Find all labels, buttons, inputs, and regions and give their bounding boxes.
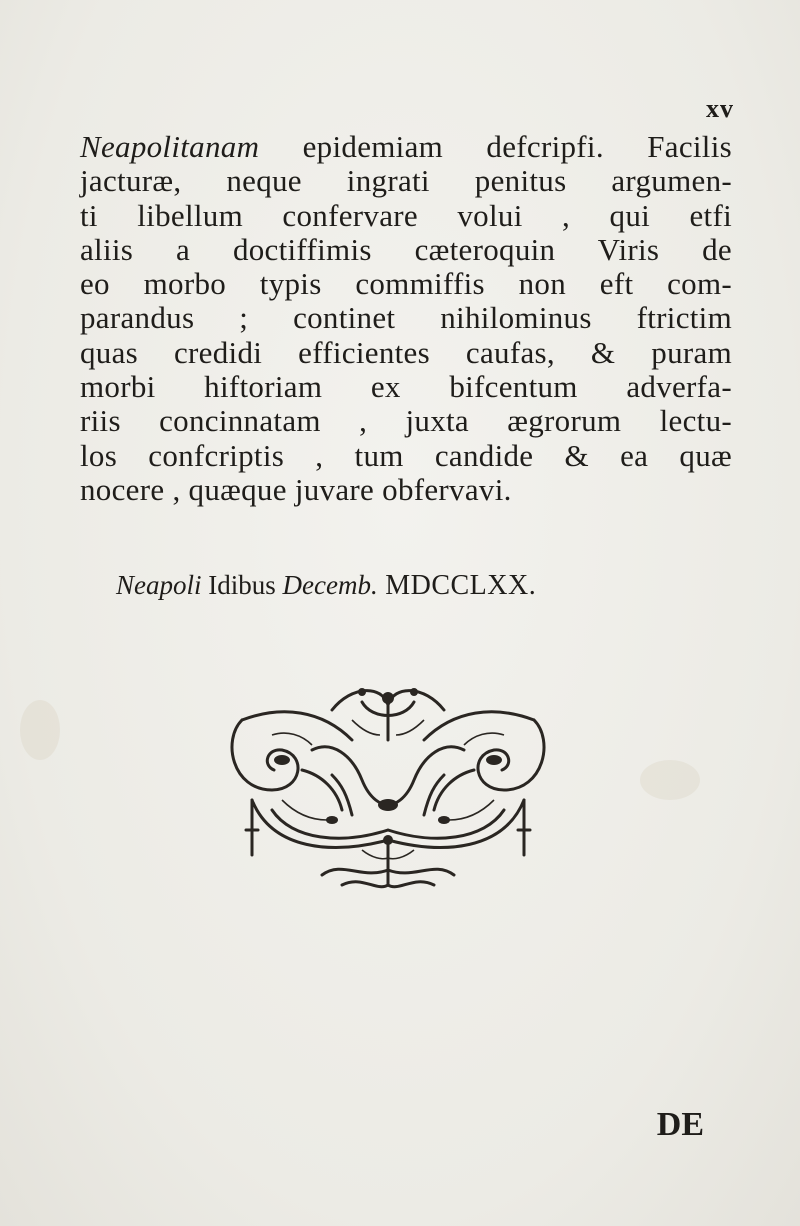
- line-text: epidemiam defcripfi. Facilis: [259, 129, 732, 164]
- line-text: aliis a doctiffimis cæteroquin Viris de: [80, 231, 732, 267]
- text-line: [80, 370, 732, 404]
- dateline-place: Neapoli: [116, 570, 202, 600]
- line-text: ti libellum confervare volui , qui etfi: [80, 197, 732, 233]
- line-text: nocere , quæque juvare obfervavi.: [80, 471, 512, 507]
- dateline-month: Decemb.: [282, 570, 378, 600]
- text-line: [80, 336, 732, 370]
- text-line: [80, 404, 732, 438]
- line-text: jacturæ, neque ingrati penitus argumen-: [80, 163, 732, 199]
- line-text: parandus ; continet nihilominus ftrictim: [80, 300, 732, 336]
- text-line: [80, 199, 732, 233]
- dateline-word: Idibus: [201, 570, 283, 600]
- text-line: [80, 301, 732, 335]
- italic-word: Neapolitanam: [80, 129, 260, 164]
- line-text: los confcriptis , tum candide & ea quæ: [80, 437, 732, 473]
- paper-stain: [640, 760, 700, 800]
- text-line: [80, 267, 732, 301]
- line-text: morbi hiftoriam ex bifcentum adverfa-: [80, 369, 732, 405]
- paper-stain: [20, 700, 60, 760]
- line-text: eo morbo typis commiffis non eft com-: [80, 266, 732, 302]
- line-text: riis concinnatam , juxta ægrorum lectu-: [80, 403, 732, 439]
- text-line: [80, 473, 732, 507]
- text-line: [80, 130, 732, 164]
- dateline: [116, 570, 536, 602]
- page-number: xv: [706, 94, 734, 123]
- text-line: [80, 439, 732, 473]
- tailpiece-ornament-icon: [212, 680, 564, 902]
- catchword: DE: [656, 1106, 704, 1143]
- text-line: [80, 164, 732, 198]
- body-text: [80, 130, 732, 507]
- dateline-year: MDCCLXX.: [377, 570, 537, 601]
- line-text: quas credidi efficientes caufas, & puram: [80, 334, 732, 370]
- text-line: [80, 233, 732, 267]
